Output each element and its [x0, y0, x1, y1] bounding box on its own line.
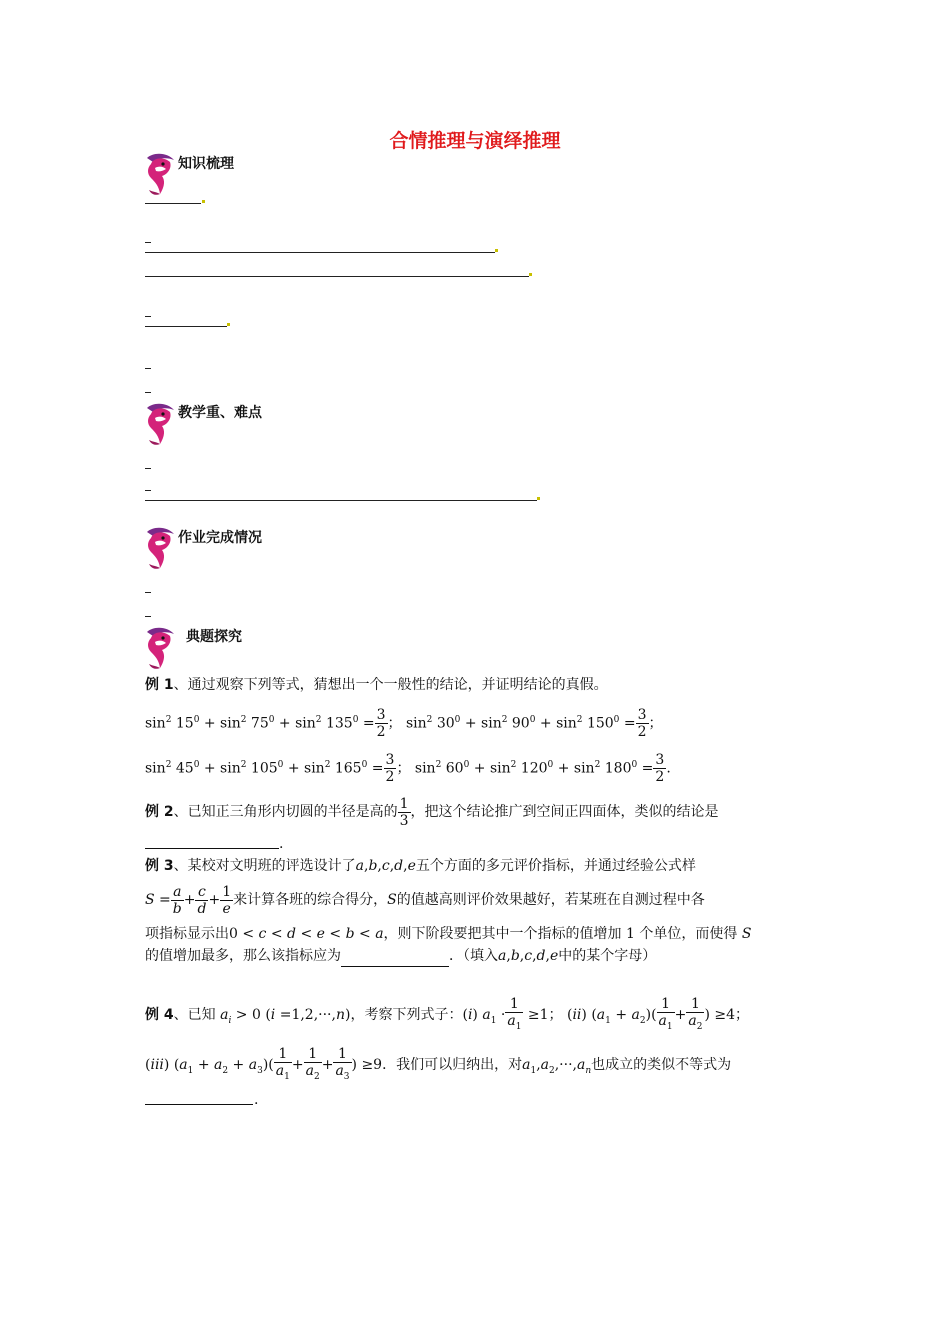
dash-marker — [145, 316, 151, 317]
example-1-label: 例 1 — [145, 677, 174, 693]
example-4-label: 例 4 — [145, 1007, 174, 1023]
line-marker — [227, 323, 230, 326]
answer-blank — [145, 1104, 253, 1105]
section-title-key-points: 教学重、难点 — [178, 405, 262, 421]
blank-line — [145, 203, 201, 204]
dash-marker — [145, 616, 151, 617]
section-title-homework: 作业完成情况 — [178, 530, 262, 546]
example-1-equations-row2: $\sin^2 45^0 + \sin^2 105^0 + \sin^2 165^0$ = $\frac{3}{2}$ ； $\sin^2 60^0 + \sin^2 120^0 + \sin^2 180^0$ = $\frac{3}{2}$ . — [145, 752, 671, 786]
blank-line — [145, 500, 537, 501]
line-marker — [495, 249, 498, 252]
example-4-line2: (iii) $(a_1 + a_2 + a_3)$( $\frac{1}{a_1}$ + $\frac{1}{a_2}$ + $\frac{1}{a_3}$ ) ≥9．我们可以归纳出，对$a_1,a_2,\cdot\cdot\cdot,a_n$也成立的类似不等式为 — [145, 1045, 732, 1082]
dolphin-icon — [143, 150, 177, 198]
line-marker — [537, 497, 540, 500]
dash-marker — [145, 592, 151, 593]
example-3-line1: 例 3、某校对文明班的评选设计了a,b,c,d,e五个方面的多元评价指标，并通过经验公式样 — [145, 858, 696, 874]
example-4-line1: 例 4、已知 $a_i > 0$ (i =1,2,···,n)，考察下列式子：(i) $a_1$ · $\frac{1}{a_1}$ ≥1； (ii) $(a_1 + a_2)$( $\frac{1}{a_1}$ + $\frac{1}{a_2}$ ) ≥4； — [145, 995, 750, 1032]
example-2: 例 2、已知正三角形内切圆的半径是高的 $\frac{1}{3}$ ，把这个结论推广到空间正四面体，类似的结论是 — [145, 795, 719, 829]
dolphin-icon — [143, 400, 177, 448]
dash-marker — [145, 392, 151, 393]
example-3-line2: S = $\frac{a}{b}$ + $\frac{c}{d}$ + $\frac{1}{e}$ 来计算各班的综合得分，S的值越高则评价效果越好，若某班在自测过程中各 — [145, 883, 705, 917]
answer-blank — [145, 848, 279, 849]
line-marker — [529, 273, 532, 276]
blank-line — [145, 276, 529, 277]
dash-marker — [145, 368, 151, 369]
dolphin-icon — [143, 524, 177, 572]
example-3-line4: 的值增加最多，那么该指标应为 ．（填入a,b,c,d,e中的某个字母） — [145, 946, 656, 967]
dolphin-icon — [143, 624, 177, 672]
example-2-label: 例 2 — [145, 804, 174, 820]
section-title-knowledge: 知识梳理 — [178, 156, 234, 172]
blank-line — [145, 252, 495, 253]
dash-marker — [145, 468, 151, 469]
dash-marker — [145, 490, 151, 491]
example-3-line3: 项指标显示出0 < c < d < e < b < a，则下阶段要把其中一个指标的值增加 1 个单位，而使得 S — [145, 926, 752, 942]
page-title: 合情推理与演绎推理 — [389, 130, 561, 152]
example-3-label: 例 3 — [145, 858, 174, 874]
example-1 — [145, 675, 608, 695]
dash-marker — [145, 242, 151, 243]
section-title-examples: 典题探究 — [186, 629, 242, 645]
line-marker — [202, 200, 205, 203]
answer-blank — [341, 946, 449, 967]
example-1-equations-row1: $\sin^2 15^0 + \sin^2 75^0 + \sin^2 135^0$ = $\frac{3}{2}$ ； $\sin^2 30^0 + \sin^2 90^0 + \sin^2 150^0$ = $\frac{3}{2}$ ； — [145, 707, 663, 741]
blank-line — [145, 326, 227, 327]
example-1-text: 、通过观察下列等式，猜想出一个一般性的结论，并证明结论的真假。 — [173, 677, 608, 693]
